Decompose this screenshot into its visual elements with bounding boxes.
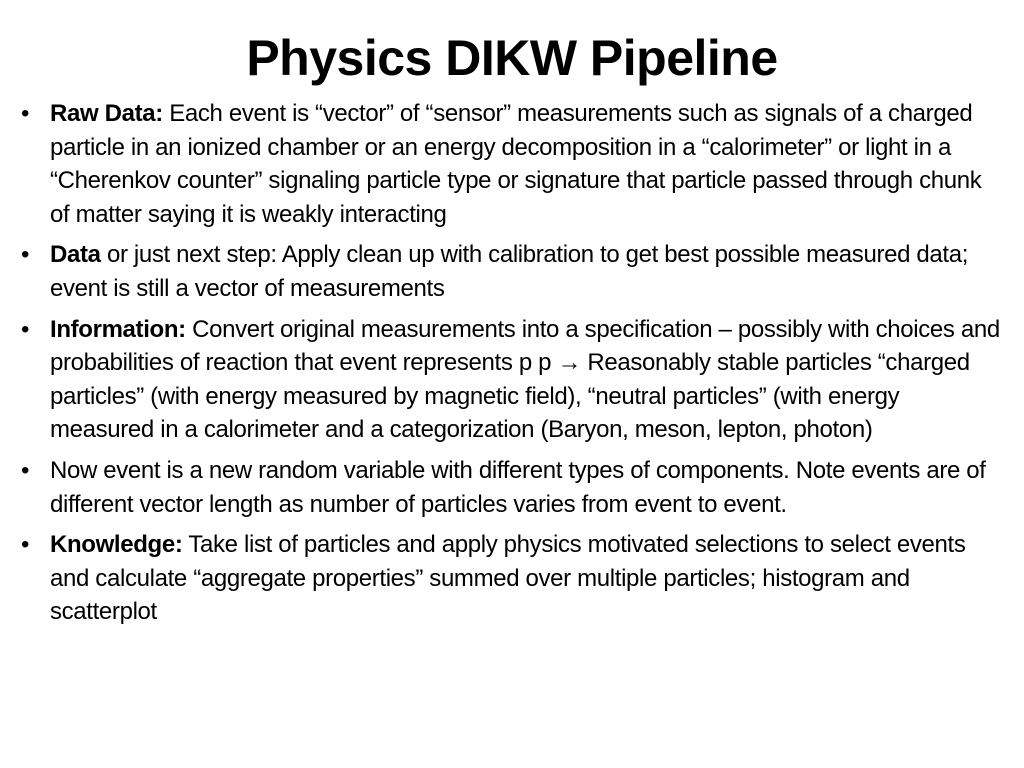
bullet-text: Convert original measurements into a specification – possibly with choices and probabilities of reaction that event represents p p: [50, 315, 1000, 377]
bullet-lead: Information:: [50, 315, 186, 343]
bullet-text: Now event is a new random variable with different types of components. Note events are of different vector length as number of particles varies from event to event.: [50, 456, 986, 518]
bullet-information: [15, 313, 1000, 447]
bullet-marker: •: [20, 531, 30, 559]
bullet-list: [15, 97, 1000, 636]
bullet-marker: •: [20, 315, 30, 343]
bullet-marker: •: [20, 456, 30, 484]
bullet-data: [15, 238, 1000, 305]
bullet-marker: •: [20, 241, 30, 269]
bullet-lead: Knowledge:: [50, 531, 183, 559]
slide-title: Physics DIKW Pipeline: [246, 30, 778, 86]
bullet-text: Take list of particles and apply physics motivated selections to select events and calculate “aggregate properties” summed over multiple particles; histogram and scatterplot: [50, 531, 966, 626]
bullet-raw-data: [15, 97, 1000, 231]
bullet-knowledge: [15, 528, 1000, 629]
bullet-lead: Data: [50, 241, 101, 269]
bullet-lead: Raw Data:: [50, 100, 163, 127]
bullet-text-after: Reasonably stable particles “charged particles” (with energy measured by magnetic field), “neutral particles” (with energy measured in a calorimeter and a categorization (Baryon, meson, lepton, photon): [50, 349, 970, 444]
bullet-text: or just next step: Apply clean up with calibration to get best possible measured data; event is still a vector of measurements: [50, 241, 969, 302]
bullet-random-variable: [15, 454, 1000, 521]
bullet-text: Each event is “vector” of “sensor” measurements such as signals of a charged particle in an ionized chamber or an energy decomposition in a “calorimeter” or light in a “Cherenkov counter” signaling particle type or signature that particle passed through chunk of matter saying it is weakly interacting: [50, 100, 982, 228]
bullet-marker: •: [20, 100, 30, 127]
arrow-right-icon: →: [557, 349, 582, 377]
